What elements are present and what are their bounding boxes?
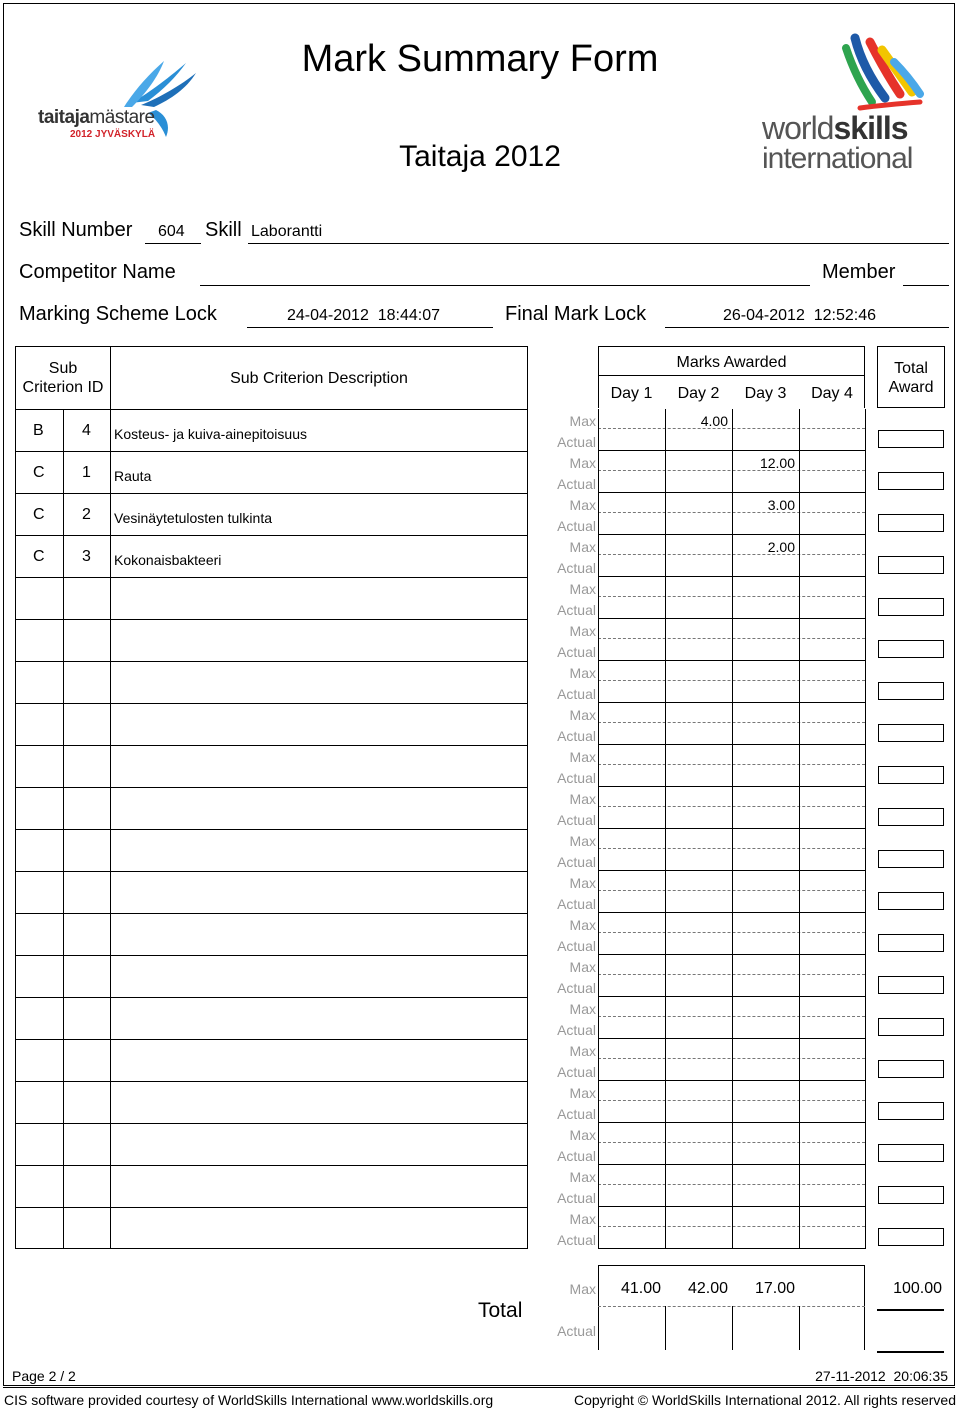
print-timestamp: 27-11-2012 20:06:35 <box>815 1368 948 1384</box>
actual-label: Actual <box>557 476 596 492</box>
max-label: Max <box>569 875 596 891</box>
header-day-1: Day 1 <box>610 385 653 402</box>
page-title: Mark Summary Form <box>301 38 659 80</box>
page-number: Page 2 / 2 <box>12 1368 76 1384</box>
skill-value: Laborantti <box>251 223 323 240</box>
lock-value: 24-04-2012 18:44:07 <box>287 307 441 324</box>
actual-label: Actual <box>557 518 596 534</box>
actual-label: Actual <box>557 1232 596 1248</box>
criterion-letter: C <box>33 548 45 565</box>
max-label: Max <box>569 749 596 765</box>
actual-label: Actual <box>557 854 596 870</box>
total-award-input[interactable] <box>878 808 944 826</box>
total-day-3: 17.00 <box>754 1280 795 1297</box>
actual-label: Actual <box>557 728 596 744</box>
total-award-input[interactable] <box>878 472 944 490</box>
max-label: Max <box>569 959 596 975</box>
max-value: 2.00 <box>767 539 795 555</box>
max-label: Max <box>569 455 596 471</box>
skill-label: Skill <box>205 219 242 241</box>
header-sub-criterion-id: Sub Criterion ID <box>22 360 104 396</box>
header-day-2: Day 2 <box>677 385 720 402</box>
total-award-input[interactable] <box>878 1018 944 1036</box>
competitor-underline <box>200 285 810 286</box>
total-award-input[interactable] <box>878 1102 944 1120</box>
criterion-number: 1 <box>82 464 91 481</box>
actual-label: Actual <box>557 812 596 828</box>
criterion-number: 3 <box>82 548 91 565</box>
total-award-input[interactable] <box>878 1228 944 1246</box>
max-label: Max <box>569 1169 596 1185</box>
header-marks-awarded: Marks Awarded <box>676 354 787 371</box>
total-max-label: Max <box>569 1281 596 1297</box>
worldskills-logo-text-2: international <box>762 142 913 175</box>
member-label: Member <box>822 261 896 283</box>
max-label: Max <box>569 665 596 681</box>
software-credit: CIS software provided courtesy of WorldSkills International www.worldskills.org <box>4 1392 494 1408</box>
max-label: Max <box>569 1043 596 1059</box>
total-award-input[interactable] <box>878 850 944 868</box>
actual-label: Actual <box>557 1106 596 1122</box>
actual-label: Actual <box>557 560 596 576</box>
total-award-input[interactable] <box>878 430 944 448</box>
total-actual-label: Actual <box>557 1323 596 1339</box>
actual-label: Actual <box>557 896 596 912</box>
skill-number-value: 604 <box>158 223 185 240</box>
lock-underline <box>247 327 493 328</box>
total-award-input[interactable] <box>878 766 944 784</box>
max-value: 3.00 <box>767 497 795 513</box>
max-label: Max <box>569 1211 596 1227</box>
actual-label: Actual <box>557 434 596 450</box>
header-description: Sub Criterion Description <box>230 370 408 387</box>
criterion-description: Rauta <box>114 468 152 484</box>
max-value: 4.00 <box>700 413 728 429</box>
skill-underline <box>248 243 949 244</box>
competitor-label: Competitor Name <box>19 261 176 283</box>
total-award-input[interactable] <box>878 724 944 742</box>
max-label: Max <box>569 497 596 513</box>
member-underline <box>903 285 949 286</box>
skill-number-underline <box>145 243 201 244</box>
actual-label: Actual <box>557 686 596 702</box>
criterion-description: Kokonaisbakteeri <box>114 552 222 568</box>
worldskills-logo-text-1: worldskills <box>762 110 908 146</box>
max-label: Max <box>569 1085 596 1101</box>
max-label: Max <box>569 707 596 723</box>
criterion-number: 2 <box>82 506 91 523</box>
taitaja-logo-text: taitajamästare <box>38 107 155 128</box>
actual-label: Actual <box>557 1190 596 1206</box>
max-label: Max <box>569 791 596 807</box>
max-label: Max <box>569 917 596 933</box>
actual-label: Actual <box>557 602 596 618</box>
actual-label: Actual <box>557 1148 596 1164</box>
criteria-table <box>15 346 528 1249</box>
header-day-4: Day 4 <box>811 385 853 402</box>
total-label: Total <box>478 1299 523 1322</box>
criterion-number: 4 <box>82 422 91 439</box>
criterion-description: Kosteus- ja kuiva-ainepitoisuus <box>114 426 307 442</box>
total-award-input[interactable] <box>878 1060 944 1078</box>
total-award-input[interactable] <box>878 892 944 910</box>
total-day-2: 42.00 <box>687 1280 728 1297</box>
max-label: Max <box>569 413 596 429</box>
skill-number-label: Skill Number <box>19 219 133 241</box>
page-subtitle: Taitaja 2012 <box>399 140 561 173</box>
lock-label: Marking Scheme Lock <box>19 303 217 325</box>
header-total-award: Total Award <box>888 360 934 396</box>
max-label: Max <box>569 623 596 639</box>
total-award-input[interactable] <box>878 976 944 994</box>
header-day-3: Day 3 <box>744 385 787 402</box>
max-label: Max <box>569 1001 596 1017</box>
total-award-input[interactable] <box>878 934 944 952</box>
final-lock-label: Final Mark Lock <box>505 303 647 325</box>
actual-label: Actual <box>557 1064 596 1080</box>
actual-label: Actual <box>557 770 596 786</box>
actual-label: Actual <box>557 980 596 996</box>
criterion-letter: C <box>33 464 45 481</box>
total-day-1: 41.00 <box>620 1280 661 1297</box>
total-award-input[interactable] <box>878 514 944 532</box>
max-label: Max <box>569 833 596 849</box>
taitaja-logo-year: 2012 JYVÄSKYLÄ <box>70 129 156 140</box>
actual-label: Actual <box>557 644 596 660</box>
final-lock-value: 26-04-2012 12:52:46 <box>723 307 877 324</box>
total-award-input[interactable] <box>878 598 944 616</box>
final-lock-underline <box>665 327 949 328</box>
max-label: Max <box>569 1127 596 1143</box>
total-award-input[interactable] <box>878 556 944 574</box>
actual-label: Actual <box>557 938 596 954</box>
total-award-input[interactable] <box>878 682 944 700</box>
total-award-input[interactable] <box>878 640 944 658</box>
copyright: Copyright © WorldSkills International 2012. All rights reserved <box>573 1392 956 1408</box>
actual-label: Actual <box>557 1022 596 1038</box>
max-value: 12.00 <box>759 455 795 471</box>
max-label: Max <box>569 539 596 555</box>
criterion-description: Vesinäytetulosten tulkinta <box>114 510 272 526</box>
total-award-input[interactable] <box>878 1144 944 1162</box>
max-label: Max <box>569 581 596 597</box>
total-award-input[interactable] <box>878 1186 944 1204</box>
total-award-value: 100.00 <box>893 1280 942 1297</box>
criterion-letter: B <box>33 422 44 439</box>
criterion-letter: C <box>33 506 45 523</box>
